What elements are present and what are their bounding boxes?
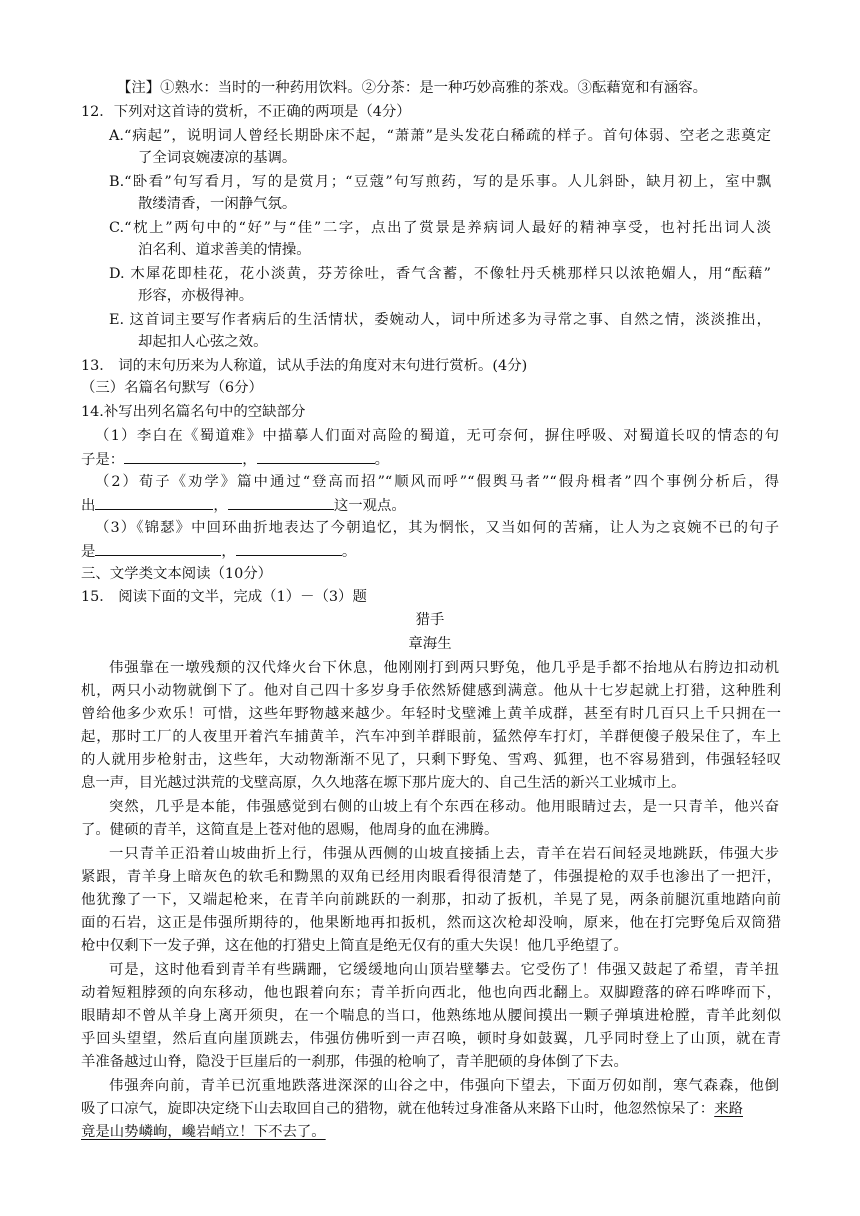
story-p3-line3: 他犹豫了一下，又端起枪来，在青羊向前跳跃的一刹那，扣动了扳机，羊晃了晃，两条前腿沉重地踏向前 [81,892,781,908]
q14-item2-line1: （2）荀子《劝学》篇中通过“登高而招”“顺风而呼”“假舆马者”“假舟楫者”四个事例分析后，得 [95,474,779,490]
option-c-line2: 泊名利、道求善美的情操。 [138,242,311,258]
story-p1-line2: 机，两只小动物就倒下了。他对自己四十多岁身手依然矫健感到满意。他从十七岁起就上打猎，这种胜利 [81,683,781,699]
section-famous-quotes-heading: （三）名篇名句默写（6分） [81,380,263,396]
story-p5-line1: 伟强奔向前，青羊已沉重地跌落进深深的山谷之中，伟强向下望去，下面万仞如削，寒气森森，他倒 [109,1078,779,1094]
story-p1-line3: 曾给他多少欢乐！可惜，这些年野物越来越少。年轻时戈壁滩上黄羊成群，甚至有时几百只上千只拥在一 [81,706,781,722]
story-p4-line3: 眼睛却不曾从羊身上离开须臾，在一个喘息的当口，他熟练地从腰间摸出一颗子弹填进枪膛，青羊此刻似 [81,1008,781,1024]
option-e-line2: 却起扣人心弦之效。 [138,334,268,350]
option-b-line2: 散缕清香，一闲静气氛。 [138,196,297,212]
q14-item2-line2: 出 ， 这一观点。 [81,494,406,514]
answer-blank[interactable] [95,540,221,556]
option-d-line2: 形容，亦极得神。 [138,288,254,304]
story-p2-line2: 了。健硕的青羊，这简直是上苍对他的恩赐，他周身的血在沸腾。 [81,822,499,838]
option-a-line1: A.“病起”，说明词人曾经长期卧床不起，“萧萧”是头发花白稀疏的样子。首句体弱、空老之悲奠定 [109,128,771,144]
q14-item3-line2: 是 ， 。 [81,540,356,560]
answer-blank[interactable] [236,540,342,556]
story-p4-line4: 乎回头望望，然后直向崖顶跳去，伟强仿佛听到一声召唤，顿时身如鼓翼，几乎同时登上了山顶，就在青 [81,1031,781,1047]
story-author: 章海生 [408,636,452,652]
story-p3-line4: 面的石岩，这正是伟强所期待的，他果断地再扣扳机，然而这次枪却没响，原来，他在打完野兔后双筒猎 [81,915,781,931]
story-p3-line2: 紧跟，青羊身上暗灰色的软毛和黝黑的双角已经用肉眼看得很清楚了，伟强提枪的双手也渗出了一把汗， [81,869,781,885]
part-literary-reading-heading: 三、文学类文本阅读（10分） [81,566,272,582]
q14-item1-line1: （1）李白在《蜀道难》中描摹人们面对高险的蜀道，无可奈何，摒住呼吸、对蜀道长叹的情态的句 [95,428,779,444]
question-12-stem: 12．下列对这首诗的赏析，不正确的两项是（4分） [81,104,411,120]
story-p1-line5: 的人就用步枪射击，这些年，大动物渐渐不见了，只剩下野兔、雪鸡、狐狸，也不容易猎到，伟强轻轻叹 [81,752,781,768]
answer-blank[interactable] [257,448,375,464]
option-d-line1: D. 木犀花即桂花，花小淡黄，芬芳徐吐，香气含蓄，不像牡丹夭桃那样只以浓艳媚人，用“酝藉” [109,266,771,282]
question-13: 13． 词的末句历来为人称道，试从手法的角度对末句进行赏析。(4分) [81,358,528,374]
story-p1-line6: 息一声，目光越过洪荒的戈壁高原，久久地落在塬下那片庞大的、自己生活的新兴工业城市上。 [81,775,686,791]
q14-item3-line1: （3）《锦瑟》中回环曲折地表达了今朝追忆，其为惘怅，又当如何的苦痛，让人为之哀婉不已的句子 [95,520,779,536]
story-p5-line3 [81,1122,326,1142]
answer-blank[interactable] [95,494,213,510]
option-b-line1: B.“卧看”句写看月，写的是赏月；“豆蔻”句写煎药，写的是乐事。人儿斜卧，缺月初上，室中飘 [109,174,771,190]
poem-note: 【注】①熟水：当时的一种药用饮料。②分茶：是一种巧妙高雅的茶戏。③酝藉宽和有涵容。 [117,80,708,96]
underlined-phrase: 竟是山势嶙峋，巉岩峭立！下不去了。 [81,1124,326,1140]
story-p4-line1: 可是，这时他看到青羊有些蹒跚，它缓缓地向山顶岩壁攀去。它受伤了！伟强又鼓起了希望，青羊扭 [109,962,779,978]
option-e-line1: E. 这首词主要写作者病后的生活情状，委婉动人，词中所述多为寻常之事、自然之情，淡淡推出， [109,312,771,328]
story-p3-line1: 一只青羊正沿着山坡曲折上行，伟强从西侧的山坡直接插上去，青羊在岩石间轻灵地跳跃，伟强大步 [109,846,779,862]
story-p3-line5: 枪中仅剩下一发子弹，这在他的打猎史上简直是绝无仅有的重大失误！他几乎绝望了。 [81,938,628,954]
story-p2-line1: 突然，几乎是本能，伟强感觉到右侧的山坡上有个东西在移动。他用眼睛过去，是一只青羊，他兴奋 [109,799,779,815]
story-p1-line4: 起，那时工厂的人夜里开着汽车捕黄羊，汽车冲到羊群眼前，猛然停车打灯，羊群便傻子般呆住了，车上 [81,729,781,745]
question-15-stem: 15． 阅读下面的文半，完成（1）－（3）题 [81,589,367,605]
story-p4-line5: 羊准备越过山脊，隐没于巨崖后的一刹那，伟强的枪响了，青羊肥硕的身体倒了下去。 [81,1054,628,1070]
question-14-stem: 14.补写出列名篇名句中的空缺部分 [81,404,306,420]
story-title: 猎手 [415,612,445,628]
story-p4-line2: 动着短粗脖颈的向东移动，他也跟着向东；青羊折向西北，他也向西北翻上。双脚蹬落的碎石哗哗而下， [81,985,781,1001]
answer-blank[interactable] [228,494,334,510]
q14-item1-line2: 子是： ， 。 [81,448,389,468]
underlined-phrase: 来路 [714,1101,743,1117]
story-p5-line2: 吸了口凉气，旋即决定绕下山去取回自己的猎物，就在他转过身准备从来路下山时，他忽然惊呆了：来路 [81,1101,743,1117]
option-c-line1: C.“枕上”两句中的“好”与“佳”二字，点出了赏景是养病词人最好的精神享受，也衬托出词人淡 [109,220,771,236]
story-p1-line1: 伟强靠在一墩残颓的汉代烽火台下休息，他刚刚打到两只野兔，他几乎是手都不抬地从右胯边扣动机 [109,660,779,676]
option-a-line2: 了全词哀婉凄凉的基调。 [138,150,297,166]
answer-blank[interactable] [124,448,242,464]
